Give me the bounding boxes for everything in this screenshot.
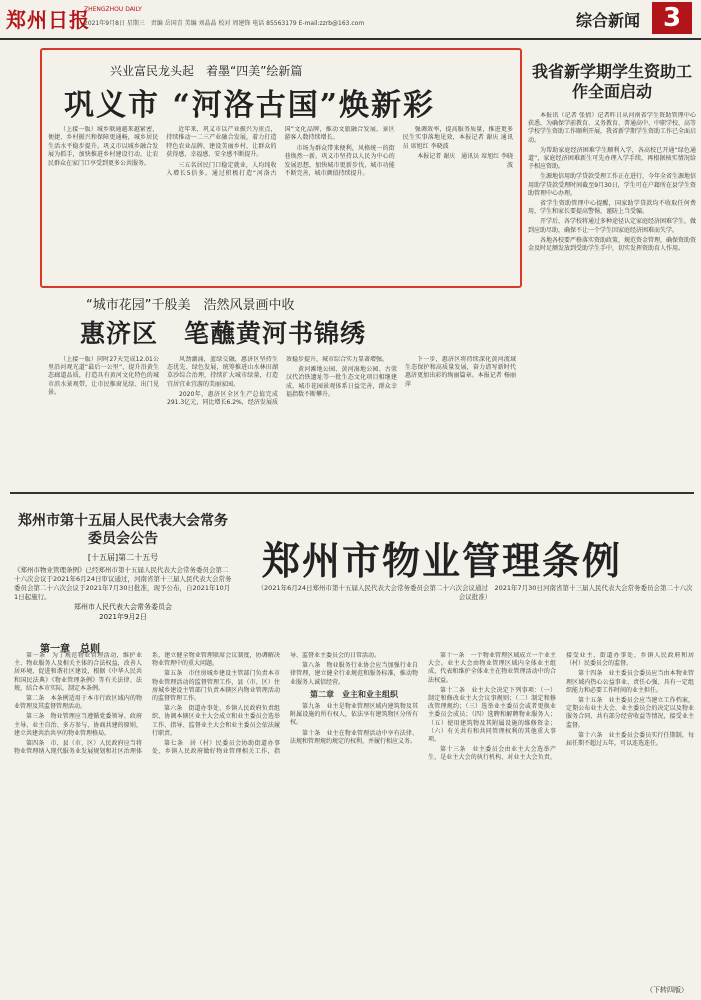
dateline: 2021年9月8日 星期三 责编 岳国青 美编 刘晶晶 校对 周建锋 电话 85563179 E-mail:zzrb@163.com bbox=[84, 20, 365, 27]
law-article: 第五条 市住房城乡建设主管部门负责本市物业管理活动的监督管理工作，县（市、区）住房城乡建设主管部门负责本辖区内物业管理活动的监督管理工作。 bbox=[152, 670, 280, 703]
story1-paragraph: 市场为群众带来便利，风格统一的街巷焕然一新。巩义市坚持以人民为中心的发展思想，加快城市更新步伐，城市功能不断完善，城市颜值持续提升。 bbox=[284, 144, 395, 178]
story2-paragraph: 黄河滩地公园、黄河湿地公园、古荥汉代冶铁遗址等一批生态文化项目相继建成，城市花园景观体系日益完善，群众幸福指数不断攀升。 bbox=[286, 366, 397, 398]
story1-body bbox=[48, 126, 513, 278]
story1-paragraph: 近年来，巩义市以产业振兴为重点，持续推动一二三产业融合发展，着力打造特色农业品牌，建设美丽乡村，让群众的获得感、幸福感、安全感不断提升。 bbox=[166, 126, 277, 159]
law-body bbox=[14, 652, 694, 994]
law-article: 第十六条 业主委员会委员实行任期制，每届任期不超过五年，可以连选连任。 bbox=[566, 731, 694, 748]
story1-kicker: 兴业富民龙头起 着墨“四美”绘新篇 bbox=[110, 64, 303, 78]
notice-date: 2021年9月2日 bbox=[99, 613, 147, 621]
law-article: 第十三条 业主委员会由业主大会选举产生，是业主大会的执行机构，对业主大会负责，接受业主、街道办事处、乡镇人民政府和居（村）民委员会的监督。 bbox=[428, 652, 694, 762]
law-article: 第十五条 业主委员会应当建立工作档案，定期公布业主大会、业主委员会的决定以及物业服务合同、共有部分经营收益等情况，接受业主监督。 bbox=[566, 697, 694, 729]
side-paragraph: 各地各校要严格落实资助政策，规范资金管理，确保资助资金及时足额发放到受助学生手中，切实发挥资助育人作用。 bbox=[528, 236, 696, 253]
law-headline: 郑州市物业管理条例 bbox=[262, 538, 623, 583]
story2-paragraph: （上接一版）同时27天完成12.01公里沿河观光道“最后一公里”，提升沿黄生态廊道品质，打造具有黄河文化特色的城市滨水景观带，让市民推窗见绿、出门见景。 bbox=[48, 356, 159, 396]
side-paragraph: 省学生资助管理中心提醒，国家助学贷款均不收取任何费用，学生和家长要提高警惕，谨防上当受骗。 bbox=[528, 200, 696, 216]
side-paragraph: 生源地信用助学贷款受理工作正在进行，今年全省生源地信用助学贷款受理时间截至9月30日，学生可在户籍所在县学生资助管理中心办理。 bbox=[528, 173, 696, 197]
side-body bbox=[528, 112, 696, 484]
law-article: 第三条 物业管理应当遵循党委领导、政府主导、业主自治、多方参与、协商共建的原则，建立共建共治共享的物业管理格局。 bbox=[14, 713, 142, 737]
law-article: 第四条 市、县（市、区）人民政府应当将物业管理纳入现代服务业发展规划和社区治理体系，建立健全物业管理联席会议制度，协调解决物业管理中的重大问题。 bbox=[14, 652, 280, 756]
law-article: 第六条 街道办事处、乡镇人民政府负责组织、协调本辖区业主大会成立和业主委员会选举工作，指导、监督业主大会和业主委员会依法履行职责。 bbox=[152, 705, 280, 737]
law-article: 第十四条 业主委员会委员应当由本物业管理区域内热心公益事业、责任心强、具有一定组织能力和必要工作时间的业主担任。 bbox=[566, 670, 694, 694]
law-article: 第七条 居（村）民委员会协助街道办事处、乡镇人民政府做好物业管理相关工作，指导、监督业主委员会的日常活动。 bbox=[152, 652, 381, 756]
notice-number: [十五届]第二十五号 bbox=[87, 553, 159, 562]
continued-note: （下转四版） bbox=[646, 986, 688, 994]
story2-body bbox=[48, 356, 516, 486]
law-article: 第一条 为了规范物业管理活动，维护业主、物业服务人及相关主体的合法权益，改善人居环境，促进和谐社区建设，根据《中华人民共和国民法典》《物业管理条例》等有关法律、法规，结合本市实际，制定本条例。 bbox=[14, 652, 142, 692]
story2-paragraph: 风劲潮涌，蓝绿交融，惠济区坚持生态优先、绿色发展，统筹推进山水林田湖草沙综合治理，持续扩大城市绿量，打造宜居宜业宜游的美丽家园。 bbox=[167, 356, 278, 388]
story1-paragraph: （上接一版）城乡联通越来越紧密，便捷、乡村振兴和保障更通畅，城乡居民生活水平稳步提升。巩义市以城乡融合发展为抓手，加快推进乡村建设行动，让农民群众在家门口享受到更多公共服务。 bbox=[48, 126, 159, 167]
story2-headline: 惠济区 笔蘸黄河书锦绣 bbox=[80, 319, 367, 348]
notice-signer: 郑州市人民代表大会常务委员会 bbox=[74, 603, 172, 611]
notice-body: 《郑州市物业管理条例》已经郑州市第十五届人民代表大会常务委员会第二十六次会议于2021年6月24日审议通过，河南省第十三届人民代表大会常务委员会第二十六次会议于2021年7月30日批准，现予公布，自2021年10月1日起施行。 bbox=[14, 566, 232, 601]
chapter-one-heading: 第一章 总则 bbox=[40, 644, 100, 655]
side-headline: 我省新学期学生资助工作全面启动 bbox=[531, 62, 692, 101]
law-article: 第八条 物业服务行业协会应当加强行业自律管理，建立健全行业规范和服务标准，推动物业服务人诚信经营。 bbox=[290, 662, 418, 686]
story1-headline: 巩义市 “河洛古国”焕新彩 bbox=[64, 88, 435, 123]
side-paragraph: 为帮助家庭经济困难学生顺利入学，各高校已开通“绿色通道”，家庭经济困难新生可先办理入学手续，再根据核实情况给予相应资助。 bbox=[528, 146, 696, 171]
law-article: 第十条 业主在物业管理活动中享有法律、法规和管理规约规定的权利，并履行相应义务。 bbox=[290, 729, 418, 745]
story1-byline: 本报记者 谢庆 通讯员 席旭红 李晓波 bbox=[417, 153, 513, 169]
story2-kicker: “城市花园”千般美 浩然风景画中收 bbox=[86, 298, 295, 313]
law-subtitle: （2021年6月24日郑州市第十五届人民代表大会常务委员会第二十六次会议通过 2021年7月30日河南省第十三届人民代表大会常务委员会第二十六次会议批准） bbox=[257, 584, 693, 601]
law-article: 第二条 本条例适用于本市行政区域内的物业管理及其监督管理活动。 bbox=[14, 695, 142, 711]
story2-paragraph: 2020年，惠济区全区生产总值完成291.3亿元，同比增长6.2%，经济发展质效稳步提升，城市综合实力显著增强。 bbox=[167, 356, 389, 407]
law-article: 第十二条 业主大会决定下列事项：（一）制定和修改业主大会议事规则；（二）制定和修改管理规约；（三）选举业主委员会或者更换业主委员会成员；（四）选聘和解聘物业服务人；（五）使用建筑物及其附属设施的维修资金；（六）有关共有和共同管理权利的其他重大事项。 bbox=[428, 686, 556, 744]
side-paragraph: 本报讯（记者 张倩）记者昨日从河南省学生资助管理中心获悉，为确保学前教育、义务教育、普通高中、中职学校、高等学校学生资助工作顺利开展，我省新学期学生资助工作已全面启动。 bbox=[528, 112, 696, 144]
notice-title: 郑州市第十五届人民代表大会常务委员会公告 bbox=[18, 513, 228, 547]
law-article: 第十一条 一个物业管理区域成立一个业主大会。业主大会由物业管理区域内全体业主组成，代表和维护全体业主在物业管理活动中的合法权益。 bbox=[428, 652, 556, 684]
story2-paragraph: 下一步，惠济区将持续深化黄河流域生态保护和高质量发展，奋力谱写新时代惠济更加出彩的绚丽篇章。本报记者 杨丽萍 bbox=[405, 356, 516, 388]
side-paragraph: 开学后，各学校将通过多种途径认定家庭经济困难学生，做到应助尽助，确保不让一个学生因家庭经济困难而失学。 bbox=[528, 218, 696, 234]
chapter-two-heading: 第二章 业主和业主组织 bbox=[310, 689, 398, 699]
page-number: 3 bbox=[652, 2, 692, 34]
section-title: 综合新闻 bbox=[576, 11, 641, 30]
story1-paragraph: 强调效率，提高服务质量，推进更多民生实事落地见效，本报记者 谢庆 通讯员 席旭红 李晓波 bbox=[402, 126, 513, 150]
story1-paragraph: 三五名居民门口稳定就业，人均纯收入增长5倍多。通过积极打造“河洛古国”文化品牌，推动文旅融合发展，景区游客人数持续增长。 bbox=[166, 126, 395, 178]
newspaper-logo: 郑州日报 bbox=[6, 8, 90, 32]
section-divider bbox=[10, 492, 694, 494]
law-article: 第九条 业主是物业管理区域内建筑物及其附属设施的所有权人，依法享有建筑物区分所有权。 bbox=[290, 703, 418, 727]
newspaper-logo-en: ZHENGZHOU DAILY bbox=[84, 6, 142, 13]
